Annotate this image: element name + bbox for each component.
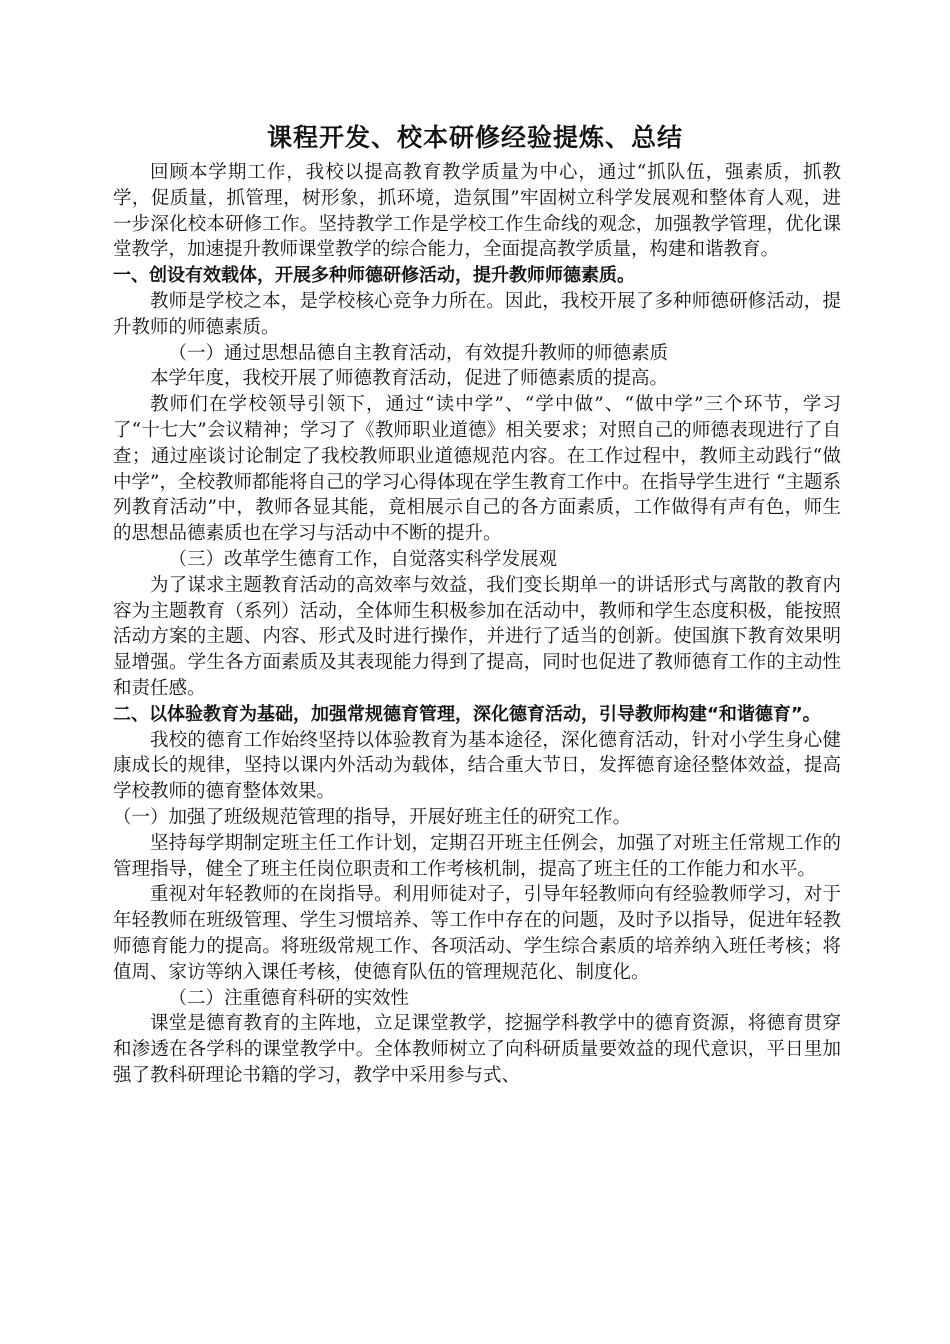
- paragraph: 教师们在学校领导引领下，通过“读中学”、“学中做”、“做中学”三个环节，学习了“十七大”会议精神；学习了《教师职业道德》相关要求；对照自己的师德表现进行了自查；通过座谈讨论制定了我校教师职业道德规范内容。在工作过程中，教师主动践行“做中学”，全校教师都能将自己的学习心得体现在学生教育工作中。在指导学生进行 “主题系列教育活动”中，教师各显其能，竟相展示自己的各方面素质，工作做得有声有色，师生的思想品德素质也在学习与活动中不断的提升。: [113, 394, 841, 545]
- paragraph: 课堂是德育教育的主阵地，立足课堂教学，挖掘学科教学中的德育资源，将德育贯穿和渗透在各学科的课堂教学中。全体教师树立了向科研质量要效益的现代意识，平日里加强了教科研理论书籍的学习，教学中采用参与式、: [113, 1013, 841, 1086]
- paragraph: 我校的德育工作始终坚持以体验教育为基本途径，深化德育活动，针对小学生身心健康成长的规律，坚持以课内外活动为载体，结合重大节日，发挥德育途径整体效益，提高学校教师的德育整体效果。: [113, 729, 841, 803]
- paragraph: 为了谋求主题教育活动的高效率与效益，我们变长期单一的讲话形式与离散的教育内容为主题教育（系列）活动，全体师生积极参加在活动中，教师和学生态度积极，能按照活动方案的主题、内容、形式及时进行操作，并进行了适当的创新。使国旗下教育效果明显增强。学生各方面素质及其表现能力得到了提高，同时也促进了教师德育工作的主动性和责任感。: [113, 574, 841, 699]
- subsection-heading: （二）注重德育科研的实效性: [168, 987, 410, 1009]
- paragraph: 重视对年轻教师的在岗指导。利用师徒对子，引导年轻教师向有经验教师学习，对于年轻教师在班级管理、学生习惯培养、等工作中存在的问题，及时予以指导，促进年轻教师德育能力的提高。将班级常规工作、各项活动、学生综合素质的培养纳入班任考核；将值周、家访等纳入课任考核，使德育队伍的管理规范化、制度化。: [113, 884, 841, 983]
- section-heading: 一、创设有效载体，开展多种师德研修活动，提升教师师德素质。: [113, 265, 635, 287]
- section-heading: 二、以体验教育为基础，加强常规德育管理，深化德育活动，引导教师构建“和谐德育”。: [113, 703, 821, 725]
- subsection-heading: （一）通过思想品德自主教育活动，有效提升教师的师德素质: [168, 342, 669, 364]
- paragraph: 教师是学校之本，是学校核心竞争力所在。因此，我校开展了多种师德研修活动，提升教师的师德素质。: [113, 290, 841, 338]
- paragraph: 本学年度，我校开展了师德教育活动，促进了师德素质的提高。: [150, 368, 669, 390]
- subsection-heading: （三）改革学生德育工作，自觉落实科学发展观: [168, 548, 558, 570]
- subsection-heading: （一）加强了班级规范管理的指导，开展好班主任的研究工作。: [113, 806, 632, 828]
- document-title: 课程开发、校本研修经验提炼、总结: [266, 123, 683, 152]
- paragraph: 坚持每学期制定班主任工作计划，定期召开班主任例会，加强了对班主任常规工作的管理指导，健全了班主任岗位职责和工作考核机制，提高了班主任的工作能力和水平。: [113, 832, 841, 880]
- paragraph: 回顾本学期工作，我校以提高教育教学质量为中心，通过“抓队伍，强素质，抓教学，促质量，抓管理，树形象，抓环境，造氛围”牢固树立科学发展观和整体育人观，进一步深化校本研修工作。坚持教学工作是学校工作生命线的观念，加强教学管理，优化课堂教学，加速提升教师课堂教学的综合能力，全面提高教学质量，构建和谐教育。: [113, 162, 841, 261]
- document-body: [113, 160, 841, 1089]
